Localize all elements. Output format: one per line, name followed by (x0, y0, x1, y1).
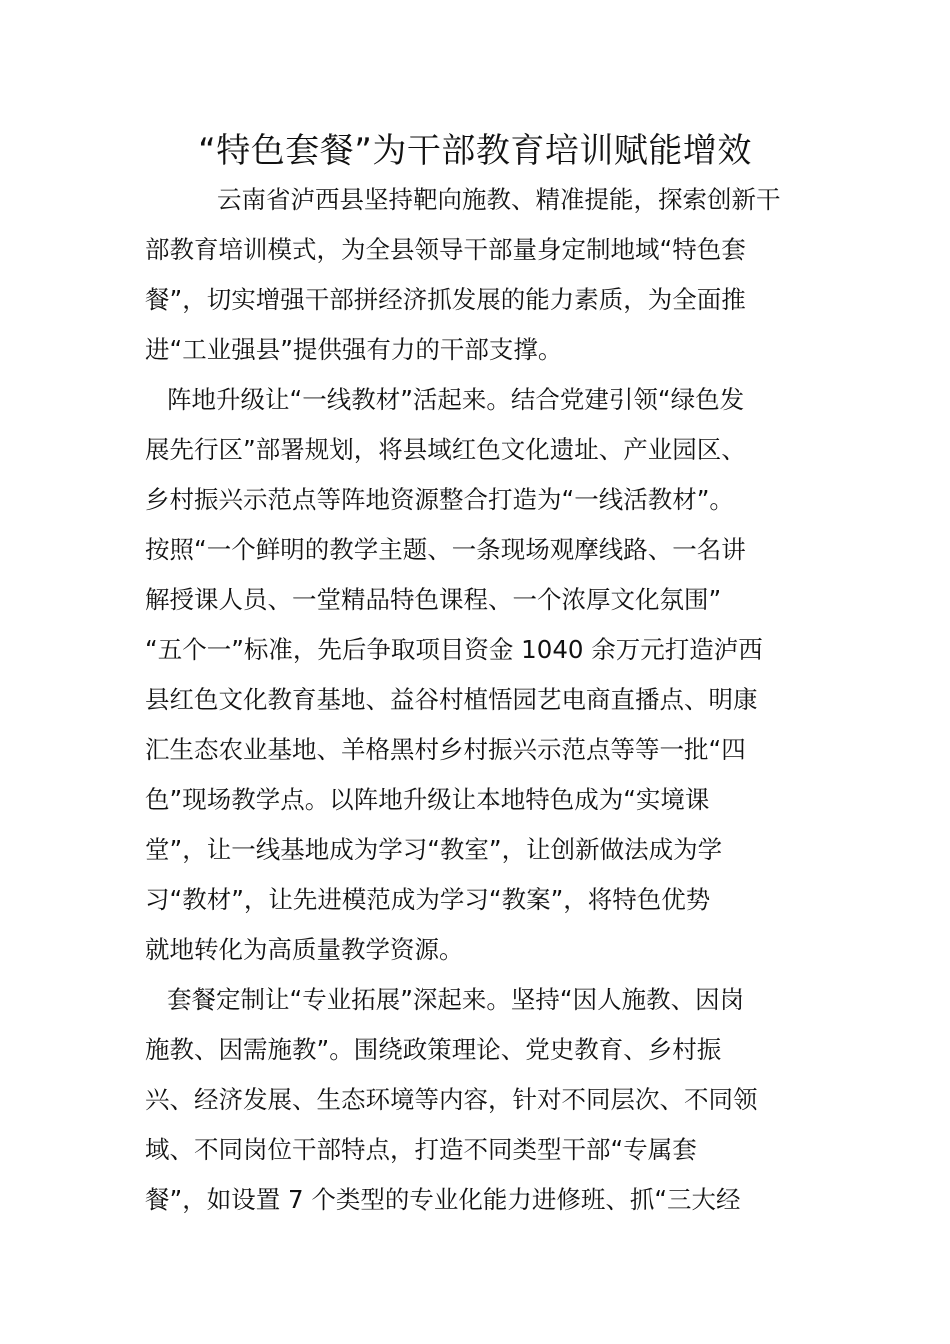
paragraph-position-upgrade (145, 375, 807, 975)
text-line: 餐”，如设置 7 个类型的专业化能力进修班、抓“三大经 (145, 1185, 741, 1214)
text-line: 套餐定制让“专业拓展”深起来。坚持“因人施教、因岗 (167, 985, 745, 1014)
text-line: 色”现场教学点。以阵地升级让本地特色成为“实境课 (145, 785, 710, 814)
text-line: 展先行区”部署规划，将县域红色文化遗址、产业园区、 (145, 435, 746, 464)
text-line: 进“工业强县”提供强有力的干部支撑。 (145, 335, 563, 364)
text-line: 县红色文化教育基地、益谷村植悟园艺电商直播点、明康 (145, 685, 758, 714)
text-line: 解授课人员、一堂精品特色课程、一个浓厚文化氛围” (145, 585, 722, 614)
document-body (145, 175, 807, 1225)
document-title: “特色套餐”为干部教育培训赋能增效 (198, 131, 752, 171)
text-line: 云南省泸西县坚持靶向施教、精准提能，探索创新干 (217, 185, 781, 214)
text-line: 部教育培训模式，为全县领导干部量身定制地域“特色套 (145, 235, 746, 264)
text-line: 域、不同岗位干部特点，打造不同类型干部“专属套 (145, 1135, 697, 1164)
text-line: 乡村振兴示范点等阵地资源整合打造为“一线活教材”。 (145, 485, 734, 514)
text-line: 汇生态农业基地、羊格黑村乡村振兴示范点等等一批“四 (145, 735, 746, 764)
text-line: 就地转化为高质量教学资源。 (145, 935, 464, 964)
paragraph-package-customization (145, 975, 807, 1225)
text-line: 阵地升级让“一线教材”活起来。结合党建引领“绿色发 (167, 385, 745, 414)
text-line: 兴、经济发展、生态环境等内容，针对不同层次、不同领 (145, 1085, 758, 1114)
text-line: 按照“一个鲜明的教学主题、一条现场观摩线路、一名讲 (145, 535, 746, 564)
text-line: “五个一”标准，先后争取项目资金 1040 余万元打造泸西 (145, 635, 763, 664)
text-line: 施教、因需施教”。围绕政策理论、党史教育、乡村振 (145, 1035, 722, 1064)
text-line: 餐”，切实增强干部拼经济抓发展的能力素质，为全面推 (145, 285, 746, 314)
paragraph-intro (145, 175, 807, 375)
text-line: 堂”，让一线基地成为学习“教室”，让创新做法成为学 (145, 835, 723, 864)
text-line: 习“教材”，让先进模范成为学习“教案”，将特色优势 (145, 885, 711, 914)
